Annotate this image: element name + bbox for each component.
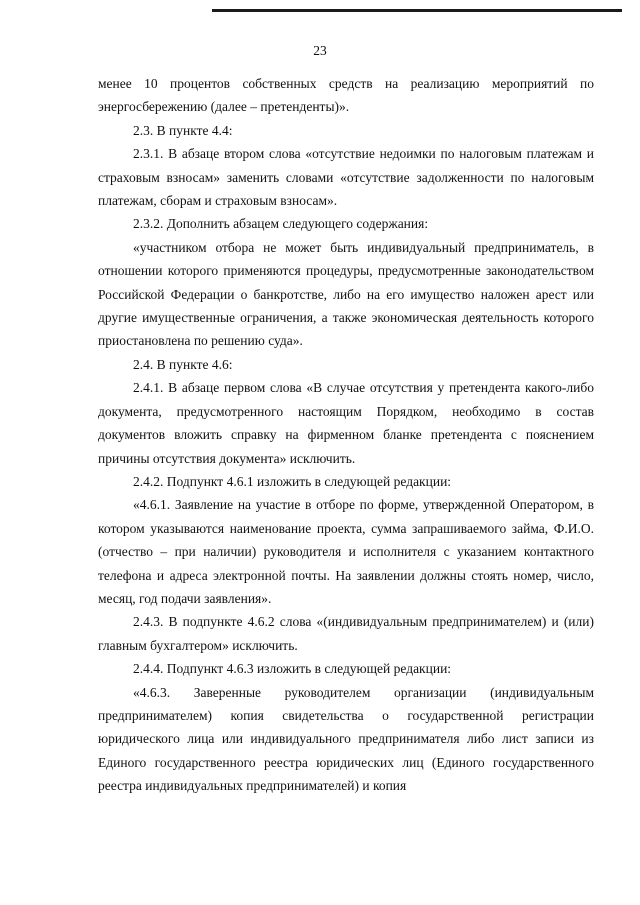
paragraph-continuation: менее 10 процентов собственных средств на реализацию мероприятий по энергосбережению (далее – претенденты)». — [98, 76, 594, 115]
paragraph-2-4: 2.4. В пункте 4.6: — [133, 356, 233, 372]
scan-border-line — [212, 9, 622, 12]
paragraph-2-4-4: 2.4.4. Подпункт 4.6.3 изложить в следующей редакции: — [133, 661, 452, 677]
document-body — [98, 72, 594, 798]
paragraph-quote-4-6-1: «4.6.1. Заявление на участие в отборе по форме, утвержденной Оператором, в котором указываются наименование проекта, сумма запрашиваемого займа, Ф.И.О. (отчество – при наличии) руководителя и исполнителя с указанием контактного телефона и адреса электронной почты. На заявлении должны стоять номер, число, месяц, год подачи заявления». — [98, 497, 594, 606]
paragraph-quote-participant: «участником отбора не может быть индивидуальный предприниматель, в отношении которого применяются процедуры, предусмотренные законодательством Российской Федерации о банкротстве, либо на его имущество наложен арест или другие имущественные ограничения, а также экономическая деятельность которого приостановлена по решению суда». — [98, 239, 594, 349]
paragraph-2-4-2: 2.4.2. Подпункт 4.6.1 изложить в следующей редакции: — [133, 473, 452, 489]
paragraph-2-3: 2.3. В пункте 4.4: — [133, 122, 233, 138]
paragraph-2-4-1: 2.4.1. В абзаце первом слова «В случае отсутствия у претендента какого-либо документа, предусмотренного настоящим Порядком, необходимо в состав документов вложить справку на фирменном бланке претендента с пояснением причины отсутствия документа» исключить. — [98, 380, 594, 466]
page-number: 23 — [313, 43, 327, 58]
paragraph-2-3-1: 2.3.1. В абзаце втором слова «отсутствие недоимки по налоговым платежам и страховым взносам» заменить словами «отсутствие задолженности по налоговым платежам, сборам и страховым взносам». — [98, 146, 594, 209]
paragraph-2-4-3: 2.4.3. В подпункте 4.6.2 слова «(индивидуальным предпринимателем) и (или) главным бухгалтером» исключить. — [98, 614, 594, 653]
paragraph-2-3-2: 2.3.2. Дополнить абзацем следующего содержания: — [133, 216, 429, 232]
paragraph-quote-4-6-3: «4.6.3. Заверенные руководителем организации (индивидуальным предпринимателем) копия свидетельства о государственной регистрации юридического лица или индивидуального предпринимателя либо лист записи из Единого государственного реестра юридических лиц (Единого государственного реестра индивидуальных предпринимателей) и копия — [98, 684, 594, 794]
